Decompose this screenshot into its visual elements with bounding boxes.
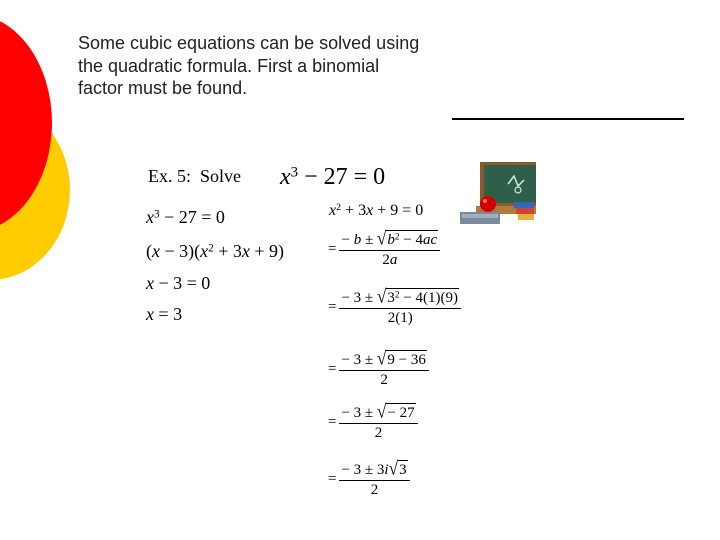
chalkboard-apple-books-icon — [458, 162, 536, 228]
example-label: Ex. 5: Solve — [148, 166, 241, 186]
example-equation: $x^3 - 27 = 0$ — [280, 164, 386, 190]
simplify-step-2: = − 3 ± √ − 27 2 — [328, 403, 418, 442]
left-step-4: x = 3 — [146, 304, 183, 324]
substitution-step: = − 3 ± √ $3^2 - 4(1)(9)$ 2(1) — [328, 288, 461, 327]
left-step-2: $(x - 3)(x^2 + 3x + 9)$ — [146, 241, 285, 261]
intro-line-2: the quadratic formula. First a binomial — [78, 55, 380, 76]
quadratic-factor-equation: $x^2 + 3x + 9 = 0$ — [329, 202, 424, 219]
left-step-3: x − 3 = 0 — [146, 273, 211, 293]
intro-line-1: Some cubic equations can be solved using — [78, 33, 420, 53]
quadratic-formula-step: = − b ± √ $b^2 - 4ac$ 2a — [328, 230, 440, 269]
left-step-1: $x^3 - 27 = 0$ — [146, 207, 225, 227]
intro-text — [78, 32, 458, 100]
simplify-step-1: = − 3 ± √ 9 − 36 2 — [328, 350, 429, 389]
intro-line-3: factor must be found. — [78, 78, 248, 98]
horizontal-rule — [452, 118, 684, 120]
final-answer-step: = − 3 ± 3i √ 3 2 — [328, 460, 410, 499]
